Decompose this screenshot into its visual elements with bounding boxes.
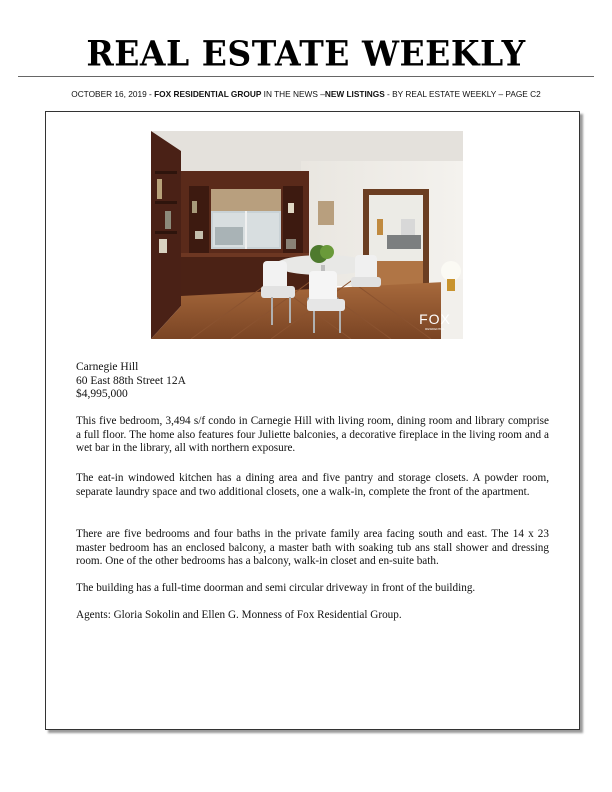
dateline-tail: - BY REAL ESTATE WEEKLY – PAGE C2 xyxy=(384,89,541,99)
listing-address: 60 East 88th Street 12A xyxy=(76,374,186,387)
masthead-title: REAL ESTATE WEEKLY xyxy=(86,33,526,74)
dateline xyxy=(0,89,612,99)
listing-price: $4,995,000 xyxy=(76,388,128,400)
photo-logo-sub: RESIDENTIAL xyxy=(425,327,445,331)
listing-paragraph-4: The building has a full-time doorman and semi circular driveway in front of the building. xyxy=(76,582,476,594)
dateline-separator: - xyxy=(146,89,155,99)
listing-paragraph-3: There are five bedrooms and four baths in the private family area facing south and east. The 14 x 23 master bedroom has an enclosed balcony, a master bath with soaking tub ans stall shower and dressing room. One of the other bedrooms has a balcony, walk-in closet and en-suite bath. xyxy=(76,528,549,568)
dateline-company: FOX RESIDENTIAL GROUP xyxy=(154,89,262,99)
listing-photo xyxy=(151,131,463,339)
listing-header xyxy=(76,361,186,402)
listing-paragraph-2: The eat-in windowed kitchen has a dining area and five pantry and storage closets. A powder room, separate laundry space and two additional closets, one a walk-in, complete the front of the apartment. xyxy=(76,472,549,498)
photo-logo: FOX xyxy=(419,311,451,327)
article-card xyxy=(45,111,580,730)
listing-paragraph-1: This five bedroom, 3,494 s/f condo in Carnegie Hill with living room, dining room and library comprise a full floor. The home also features four Juliette balconies, a decorative fireplace in the living room and a wet bar in the library, all with northern exposure. xyxy=(76,415,549,455)
masthead-rule xyxy=(18,76,594,77)
listing-neighborhood: Carnegie Hill xyxy=(76,361,139,373)
dateline-middle: IN THE NEWS – xyxy=(261,89,325,99)
dateline-section: NEW LISTINGS xyxy=(324,89,385,99)
listing-agents: Agents: Gloria Sokolin and Ellen G. Monness of Fox Residential Group. xyxy=(76,609,402,621)
dateline-date: OCTOBER 16, 2019 xyxy=(71,89,147,99)
